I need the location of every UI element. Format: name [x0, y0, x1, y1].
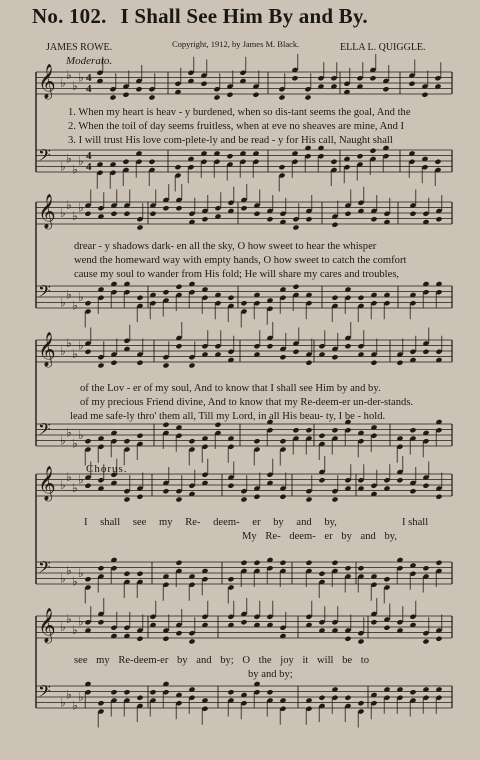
- note-head: [226, 92, 233, 98]
- key-signature-flat: ♭: [78, 690, 84, 704]
- note-head: [135, 86, 142, 92]
- note-head: [123, 571, 130, 577]
- note-head: [357, 638, 364, 644]
- note-head: [357, 700, 364, 706]
- key-signature-flat: ♭: [66, 335, 72, 350]
- note-head: [279, 494, 286, 500]
- note-head: [136, 433, 143, 439]
- note-head: [253, 438, 260, 444]
- note-head: [331, 222, 338, 228]
- treble-clef: 𝄞: [38, 194, 56, 229]
- note-head: [97, 565, 104, 571]
- key-signature-flat: ♭: [66, 197, 72, 212]
- key-signature-flat: ♭: [60, 478, 66, 492]
- note-head: [123, 496, 130, 502]
- lyric-verse-3-line-2: cause my soul to wander from His fold; He will share my cares and troubles,: [74, 269, 400, 280]
- key-signature-flat: ♭: [66, 287, 72, 302]
- note-head: [110, 689, 117, 695]
- key-signature-flat: ♭: [78, 566, 84, 580]
- key-signature-flat: ♭: [78, 200, 84, 215]
- hymn-number: No. 102.: [32, 4, 107, 28]
- note-head: [396, 477, 403, 483]
- lyric-verse-1-line-2: drear - y shadows dark- en all the sky, O how sweet to hear the whisper: [74, 241, 377, 252]
- note-head: [201, 216, 208, 222]
- note-head: [97, 362, 104, 368]
- note-head: [305, 216, 312, 222]
- key-signature-flat: ♭: [72, 436, 78, 451]
- note-head: [188, 362, 195, 368]
- note-head: [422, 483, 429, 489]
- lyric-verse-1-line-1: 1. When my heart is heav - y burdened, when so dis-tant seems the goal, And the: [68, 107, 411, 118]
- tempo-marking: Moderato.: [66, 55, 113, 67]
- key-signature-flat: ♭: [78, 428, 84, 442]
- note-head: [305, 427, 312, 433]
- note-head: [305, 496, 312, 502]
- key-signature-flat: ♭: [78, 338, 84, 353]
- note-head: [123, 211, 130, 217]
- key-signature-flat: ♭: [72, 298, 78, 313]
- note-head: [188, 638, 195, 644]
- note-head: [369, 148, 376, 154]
- note-head: [409, 488, 416, 494]
- note-head: [292, 224, 299, 230]
- note-head: [214, 422, 221, 428]
- note-head: [356, 153, 363, 159]
- bass-clef: 𝄢: [38, 281, 51, 305]
- note-head: [175, 205, 182, 211]
- note-head: [331, 354, 338, 360]
- bass-clef: 𝄢: [38, 145, 51, 169]
- author-credit: JAMES ROWE.: [46, 42, 113, 53]
- note-head: [123, 438, 130, 444]
- note-head: [344, 695, 351, 701]
- chorus-label: Chorus.: [86, 463, 128, 475]
- note-head: [136, 360, 143, 366]
- key-signature-flat: ♭: [72, 480, 78, 495]
- note-head: [331, 496, 338, 502]
- key-signature-flat: ♭: [60, 620, 66, 634]
- note-head: [136, 224, 143, 230]
- note-head: [292, 427, 299, 433]
- note-head: [227, 295, 234, 301]
- copyright-notice: Copyright, 1912, by James M. Black.: [172, 39, 300, 49]
- note-head: [266, 689, 273, 695]
- note-head: [435, 494, 442, 500]
- chorus-lyric-line-1-end: I shall: [402, 517, 429, 528]
- key-signature-flat: ♭: [60, 344, 66, 358]
- key-signature-flat: ♭: [60, 571, 66, 586]
- key-signature-flat: ♭: [60, 159, 66, 174]
- note-head: [305, 360, 312, 366]
- note-head: [330, 159, 337, 165]
- note-head: [370, 619, 377, 625]
- note-head: [109, 94, 116, 100]
- chorus-alto-lyric-line-1: My Re- deem- er by and by,: [242, 531, 398, 542]
- note-head: [162, 488, 169, 494]
- hymn-title: I Shall See Him By and By.: [120, 4, 368, 28]
- note-head: [226, 153, 233, 159]
- note-head: [227, 576, 234, 582]
- note-head: [435, 636, 442, 642]
- note-head: [253, 211, 260, 217]
- note-head: [175, 284, 182, 290]
- note-head: [266, 343, 273, 349]
- note-head: [84, 300, 91, 306]
- lyric-verse-2-line-2: wend the homeward way with empty hands, O how sweet to catch the comfort: [74, 255, 407, 266]
- note-head: [84, 483, 91, 489]
- note-head: [136, 494, 143, 500]
- note-head: [227, 483, 234, 489]
- note-head: [175, 496, 182, 502]
- note-head: [175, 560, 182, 566]
- note-head: [149, 211, 156, 217]
- key-signature-flat: ♭: [78, 154, 84, 168]
- note-head: [344, 565, 351, 571]
- note-head: [84, 576, 91, 582]
- key-signature-flat: ♭: [60, 295, 66, 310]
- note-head: [227, 689, 234, 695]
- note-head: [278, 164, 285, 170]
- key-signature-flat: ♭: [72, 574, 78, 589]
- key-signature-flat: ♭: [72, 208, 78, 223]
- note-head: [331, 427, 338, 433]
- note-head: [266, 216, 273, 222]
- key-signature-flat: ♭: [78, 614, 84, 629]
- key-signature-flat: ♭: [66, 425, 72, 440]
- note-head: [84, 438, 91, 444]
- time-signature-bottom: 4: [86, 161, 92, 173]
- key-signature-flat: ♭: [78, 290, 84, 304]
- key-signature-flat: ♭: [72, 346, 78, 361]
- note-head: [188, 438, 195, 444]
- note-head: [122, 92, 129, 98]
- note-head: [148, 159, 155, 165]
- note-head: [396, 360, 403, 366]
- note-head: [344, 343, 351, 349]
- note-head: [279, 560, 286, 566]
- note-head: [409, 689, 416, 695]
- note-head: [200, 81, 207, 87]
- note-head: [148, 94, 155, 100]
- time-signature-top: 4: [86, 72, 92, 84]
- note-head: [344, 636, 351, 642]
- lyric-verse-3-line-3: lead me safe-ly thro' them all, Till my Lord, in all His beau- ty, I be - hold.: [70, 411, 386, 422]
- note-head: [149, 689, 156, 695]
- note-head: [252, 92, 259, 98]
- treble-clef: 𝄞: [38, 608, 56, 643]
- note-head: [240, 619, 247, 625]
- note-head: [84, 211, 91, 217]
- key-signature-flat: ♭: [66, 469, 72, 484]
- note-head: [213, 94, 220, 100]
- note-head: [383, 576, 390, 582]
- note-head: [253, 494, 260, 500]
- note-head: [240, 300, 247, 306]
- time-signature-bottom: 4: [86, 83, 92, 95]
- note-head: [110, 211, 117, 217]
- note-head: [435, 216, 442, 222]
- key-signature-flat: ♭: [66, 67, 72, 82]
- key-signature-flat: ♭: [66, 563, 72, 578]
- note-head: [291, 75, 298, 81]
- note-head: [434, 159, 441, 165]
- note-head: [110, 360, 117, 366]
- note-head: [409, 211, 416, 217]
- note-head: [357, 565, 364, 571]
- note-head: [175, 343, 182, 349]
- note-head: [97, 700, 104, 706]
- note-head: [136, 636, 143, 642]
- key-signature-flat: ♭: [72, 698, 78, 713]
- note-head: [240, 496, 247, 502]
- treble-clef: 𝄞: [38, 466, 56, 501]
- key-signature-flat: ♭: [60, 76, 66, 90]
- key-signature-flat: ♭: [66, 687, 72, 702]
- note-head: [318, 433, 325, 439]
- key-signature-flat: ♭: [72, 162, 78, 177]
- note-head: [382, 86, 389, 92]
- time-signature-top: 4: [86, 150, 92, 162]
- note-head: [422, 638, 429, 644]
- note-head: [421, 92, 428, 98]
- note-head: [279, 354, 286, 360]
- key-signature-flat: ♭: [60, 206, 66, 220]
- note-head: [136, 571, 143, 577]
- bass-clef: 𝄢: [38, 557, 51, 581]
- note-head: [162, 636, 169, 642]
- bass-clef: 𝄢: [38, 419, 51, 443]
- bass-clef: 𝄢: [38, 681, 51, 705]
- note-head: [162, 289, 169, 295]
- note-head: [344, 211, 351, 217]
- note-head: [292, 349, 299, 355]
- composer-credit: ELLA L. QUIGGLE.: [340, 42, 426, 53]
- note-head: [305, 560, 312, 566]
- chorus-lyric-line-2: see my Re-deem-er by and by; O the joy it will be to: [74, 655, 370, 666]
- lyric-verse-2-line-1: 2. When the toil of day seems fruitless, when at eve no sheaves are mine, And I: [68, 121, 405, 132]
- lyric-verse-1-line-3: of the Lov - er of my soul, And to know that I shall see Him by and by.: [80, 383, 381, 394]
- note-head: [240, 560, 247, 566]
- note-head: [409, 427, 416, 433]
- key-signature-flat: ♭: [66, 611, 72, 626]
- note-head: [136, 295, 143, 301]
- note-head: [292, 284, 299, 290]
- key-signature-flat: ♭: [60, 433, 66, 448]
- note-head: [383, 625, 390, 631]
- note-head: [175, 630, 182, 636]
- note-head: [357, 295, 364, 301]
- note-head: [84, 349, 91, 355]
- note-head: [304, 94, 311, 100]
- key-signature-flat: ♭: [72, 78, 78, 93]
- note-head: [162, 205, 169, 211]
- note-head: [122, 159, 129, 165]
- lyric-verse-3-line-1: 3. I will trust His love com-plete-ly and be read - y for His call, Naught shall: [68, 135, 393, 146]
- note-head: [162, 422, 169, 428]
- note-head: [422, 349, 429, 355]
- note-head: [422, 565, 429, 571]
- note-head: [331, 295, 338, 301]
- note-head: [278, 94, 285, 100]
- key-signature-flat: ♭: [78, 472, 84, 487]
- note-head: [240, 205, 247, 211]
- key-signature-flat: ♭: [72, 622, 78, 637]
- treble-clef: 𝄞: [38, 64, 56, 99]
- note-head: [435, 560, 442, 566]
- note-head: [253, 560, 260, 566]
- key-signature-flat: ♭: [60, 695, 66, 710]
- note-head: [318, 695, 325, 701]
- note-head: [370, 216, 377, 222]
- note-head: [331, 560, 338, 566]
- note-head: [136, 695, 143, 701]
- key-signature-flat: ♭: [66, 151, 72, 166]
- chorus-alto-lyric-line-2: by and by;: [248, 669, 293, 680]
- note-head: [174, 164, 181, 170]
- note-head: [370, 360, 377, 366]
- note-head: [318, 571, 325, 577]
- lyric-verse-2-line-3: of my precious Friend divine, And to know that my Re-deem-er un-der-stands.: [80, 397, 414, 408]
- key-signature-flat: ♭: [78, 70, 84, 85]
- note-head: [97, 619, 104, 625]
- note-head: [318, 477, 325, 483]
- note-head: [369, 75, 376, 81]
- chorus-lyric-line-1: I shall see my Re- deem- er by and by,: [84, 517, 337, 528]
- note-head: [408, 81, 415, 87]
- note-head: [123, 689, 130, 695]
- treble-clef: 𝄞: [38, 332, 56, 367]
- note-head: [162, 362, 169, 368]
- note-head: [279, 438, 286, 444]
